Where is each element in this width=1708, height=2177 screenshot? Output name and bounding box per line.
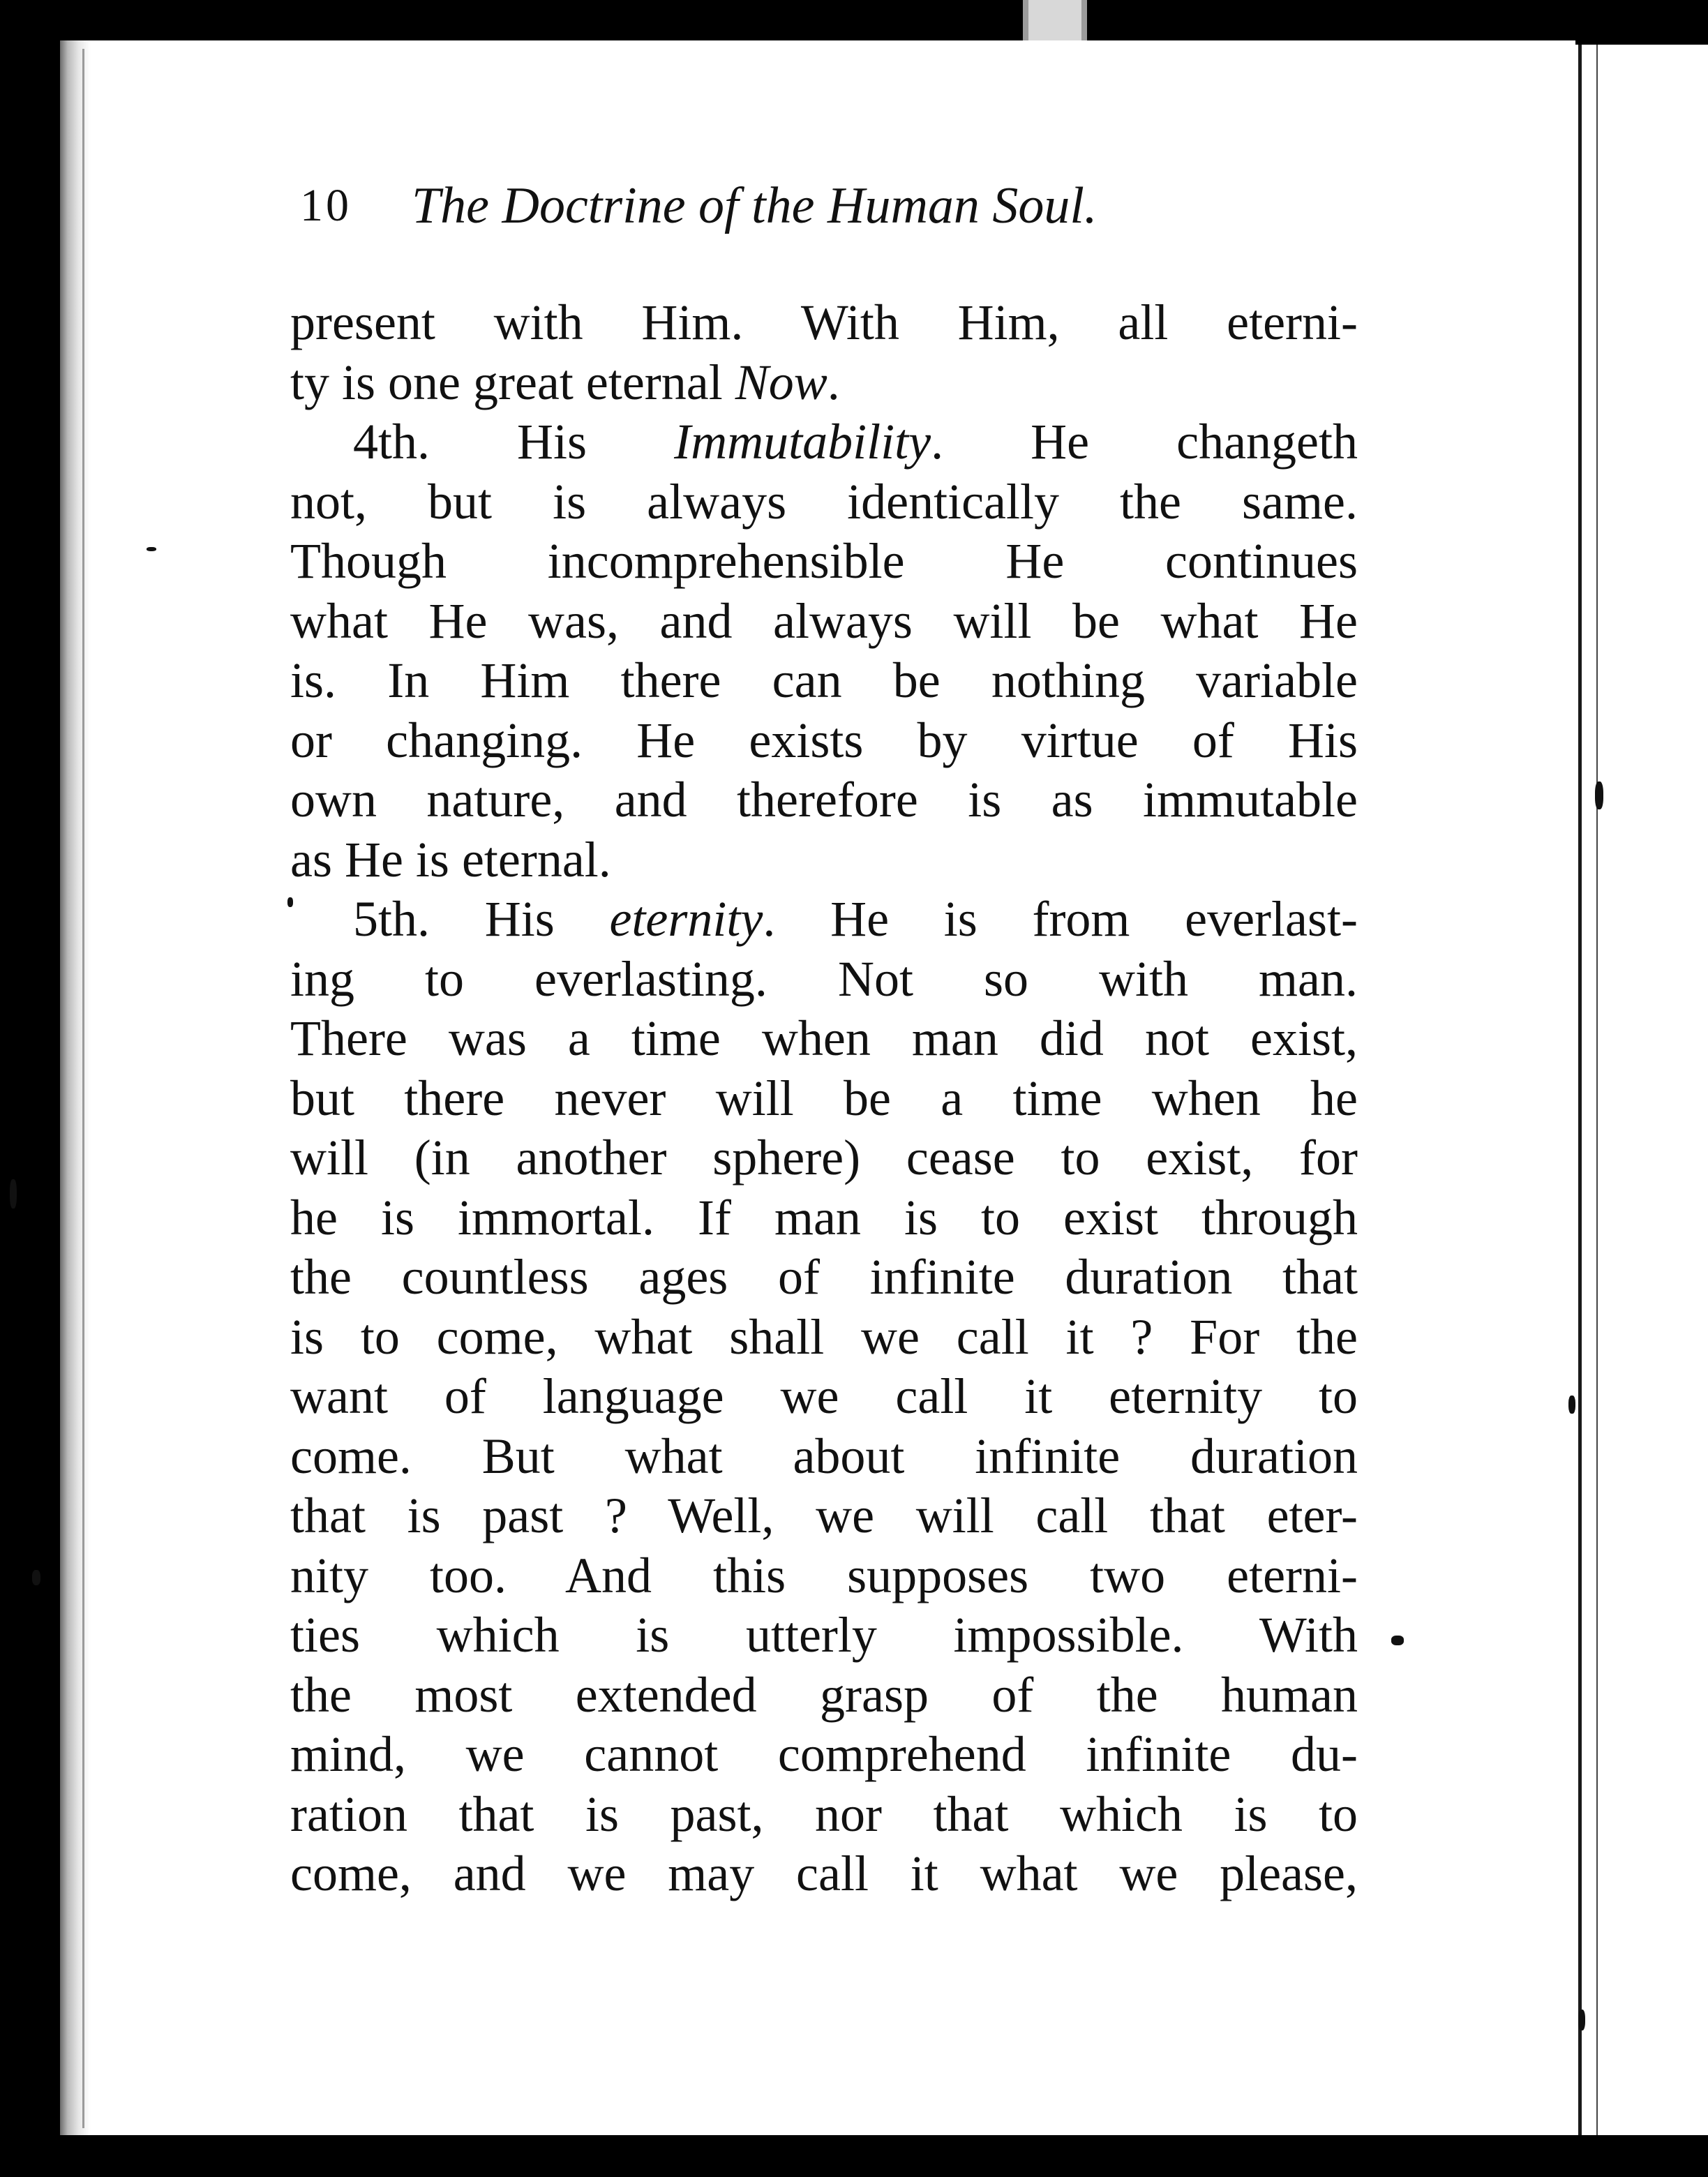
text-line-content: he is immortal. If man is to exist through <box>290 1189 1358 1245</box>
text-line-content: 5th. His <box>353 891 610 947</box>
text-line <box>290 1009 1358 1069</box>
text-line-content: ration that is past, nor that which is to <box>290 1786 1358 1842</box>
text-line-content: want of language we call it eternity to <box>290 1368 1358 1424</box>
text-line-content: ties which is utterly impossible. With <box>290 1607 1358 1663</box>
text-line <box>290 770 1358 830</box>
text-line <box>290 472 1358 532</box>
scan-speck <box>147 547 156 551</box>
text-line <box>290 830 1358 890</box>
text-line-content: is. In Him there can be nothing variable <box>290 652 1358 708</box>
text-line <box>290 1248 1358 1308</box>
text-line <box>290 353 1358 413</box>
scan-speck <box>1391 1636 1404 1645</box>
text-line-content: 4th. His <box>353 414 675 470</box>
text-line <box>290 1486 1358 1546</box>
emphasis-text: eternity <box>609 891 763 947</box>
text-line <box>290 1069 1358 1129</box>
text-line-content: nity too. And this supposes two eterni- <box>290 1547 1358 1603</box>
scan-speck <box>1595 781 1603 809</box>
text-line-content: come. But what about infinite duration <box>290 1428 1358 1484</box>
emphasis-text: Now <box>735 354 827 410</box>
text-line <box>290 1367 1358 1427</box>
text-line <box>290 711 1358 771</box>
text-line-content: or changing. He exists by virtue of His <box>290 712 1358 768</box>
text-line-content: the most extended grasp of the human <box>290 1666 1358 1723</box>
body-text <box>290 293 1358 1904</box>
running-title: The Doctrine of the Human Soul. <box>412 177 1098 234</box>
text-line-content: own nature, and therefore is as immutable <box>290 772 1358 828</box>
text-line <box>290 293 1358 353</box>
text-line-tail: . He is from everlast- <box>763 891 1358 947</box>
text-line <box>290 532 1358 592</box>
scan-speck <box>1578 2010 1585 2030</box>
emphasis-text: Immutability <box>674 414 931 470</box>
page-number: 10 <box>300 180 352 231</box>
page-gutter-shadow <box>60 40 91 2135</box>
text-line <box>290 1546 1358 1606</box>
text-line-content: Though incomprehensible He continues <box>290 533 1358 589</box>
scan-speck <box>10 1179 17 1209</box>
text-line <box>290 1725 1358 1785</box>
text-line-content: There was a time when man did not exist, <box>290 1010 1358 1066</box>
text-line-content: not, but is always identically the same. <box>290 473 1358 530</box>
text-line-tail: . He changeth <box>931 414 1358 470</box>
text-line-content: mind, we cannot comprehend infinite du- <box>290 1726 1358 1782</box>
adjacent-page-edge-line-thin <box>1596 45 1598 2135</box>
text-line <box>290 1308 1358 1368</box>
text-line-content: as He is eternal. <box>290 831 611 888</box>
text-line <box>290 412 1358 472</box>
adjacent-page-edge <box>1560 45 1708 2135</box>
text-line-content: ing to everlasting. Not so with man. <box>290 950 1358 1007</box>
text-line-content: but there never will be a time when he <box>290 1070 1358 1126</box>
text-line-content: present with Him. With Him, all eterni- <box>290 294 1358 350</box>
text-line-content: what He was, and always will be what He <box>290 592 1358 649</box>
text-line <box>290 1785 1358 1845</box>
text-line <box>290 651 1358 711</box>
text-line <box>290 1128 1358 1188</box>
scan-speck <box>32 1570 40 1585</box>
scan-speck <box>1568 1396 1575 1414</box>
text-line <box>290 1427 1358 1487</box>
text-line <box>290 1606 1358 1666</box>
binding-line <box>82 49 84 2128</box>
text-line <box>290 1844 1358 1904</box>
text-line <box>290 1666 1358 1726</box>
binding-tab <box>1023 0 1087 40</box>
text-line-content: ty is one great eternal <box>290 354 735 410</box>
text-line-content: come, and we may call it what we please, <box>290 1846 1358 1901</box>
text-line <box>290 592 1358 652</box>
text-line-tail: . <box>827 354 840 410</box>
adjacent-page-edge-line <box>1578 45 1582 2135</box>
text-line <box>290 1188 1358 1248</box>
text-line-content: the countless ages of infinite duration that <box>290 1249 1358 1305</box>
text-line-content: will (in another sphere) cease to exist, for <box>290 1130 1358 1185</box>
text-line-content: is to come, what shall we call it ? For the <box>290 1308 1358 1365</box>
text-line-content: that is past ? Well, we will call that eter- <box>290 1488 1358 1543</box>
text-line <box>290 950 1358 1010</box>
running-header <box>300 174 1361 237</box>
text-line <box>290 890 1358 950</box>
